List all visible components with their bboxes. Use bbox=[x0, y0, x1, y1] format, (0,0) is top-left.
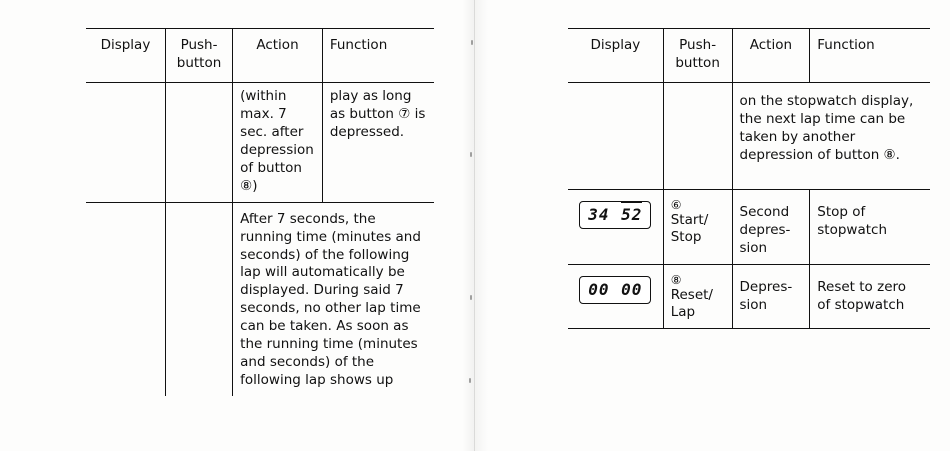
cell-pushbutton bbox=[663, 189, 732, 264]
function-line2: stopwatch bbox=[817, 221, 888, 238]
pushbutton-label-line2: Stop bbox=[670, 229, 702, 246]
book-gutter-line bbox=[474, 0, 475, 451]
column-header-function: Function bbox=[810, 29, 930, 83]
left-page-table bbox=[86, 28, 434, 396]
lcd-separator bbox=[610, 205, 622, 224]
action-line1: Second bbox=[739, 203, 790, 220]
column-header-action: Action bbox=[732, 29, 810, 83]
cell-action bbox=[732, 264, 810, 328]
pushbutton-label-line1: Start/ bbox=[670, 211, 709, 228]
cell-pushbutton bbox=[663, 264, 732, 328]
cell-action: (within max. 7 sec. after depression of button ⑧) bbox=[233, 82, 323, 202]
lcd-display-wrapper bbox=[575, 270, 656, 306]
table-row bbox=[568, 189, 930, 264]
lcd-minutes: 34 bbox=[588, 204, 610, 224]
cell-pushbutton-empty bbox=[165, 202, 232, 396]
right-page-table bbox=[568, 28, 930, 329]
action-line2: depres- bbox=[739, 221, 791, 238]
column-header-display: Display bbox=[568, 29, 663, 83]
column-header-pushbutton-line2: button bbox=[675, 54, 720, 71]
function-line1: Reset to zero bbox=[817, 278, 907, 295]
column-header-action: Action bbox=[233, 29, 323, 83]
cell-display-lcd bbox=[568, 189, 663, 264]
cell-display bbox=[86, 82, 165, 202]
pushbutton-number-icon: ⑧ bbox=[670, 272, 682, 287]
action-line2: sion bbox=[739, 296, 768, 313]
table-row bbox=[86, 82, 434, 202]
lcd-separator bbox=[610, 280, 622, 299]
lcd-display bbox=[579, 276, 651, 304]
column-header-pushbutton-line2: button bbox=[176, 54, 222, 71]
cell-function: play as long as button ⑦ is depressed. bbox=[322, 82, 434, 202]
pushbutton-label-line2: Lap bbox=[670, 304, 696, 321]
cell-display-empty bbox=[86, 202, 165, 396]
pushbutton-label-line1: Reset/ bbox=[670, 286, 713, 303]
table-row-continuation bbox=[86, 202, 434, 396]
cell-display bbox=[568, 82, 663, 189]
cell-pushbutton bbox=[165, 82, 232, 202]
cell-function-continuation: on the stopwatch display, the next lap time can be taken by another depression of button ⑧. bbox=[732, 82, 930, 189]
column-header-pushbutton-line1: Push- bbox=[679, 37, 717, 53]
action-line1: Depres- bbox=[739, 278, 793, 295]
cell-function bbox=[810, 264, 930, 328]
lcd-display bbox=[579, 201, 651, 229]
lcd-display-wrapper bbox=[575, 195, 656, 231]
scan-speck bbox=[471, 40, 473, 45]
cell-function bbox=[810, 189, 930, 264]
table-row bbox=[568, 82, 930, 189]
lcd-seconds: 52 bbox=[621, 204, 643, 224]
column-header-pushbutton bbox=[663, 29, 732, 83]
column-header-display: Display bbox=[86, 29, 165, 83]
lcd-seconds: 00 bbox=[621, 279, 643, 299]
pushbutton-number-icon: ⑥ bbox=[670, 197, 682, 212]
action-line3: sion bbox=[739, 239, 768, 256]
cell-pushbutton bbox=[663, 82, 732, 189]
column-header-pushbutton bbox=[165, 29, 232, 83]
table-row bbox=[568, 264, 930, 328]
scan-speck bbox=[470, 295, 472, 300]
cell-display-lcd bbox=[568, 264, 663, 328]
cell-action bbox=[732, 189, 810, 264]
lcd-minutes: 00 bbox=[588, 279, 610, 299]
book-gutter-shadow bbox=[462, 0, 488, 451]
function-line1: Stop of bbox=[817, 203, 866, 220]
cell-continuation-text: After 7 seconds, the running time (minutes and seconds) of the following lap will automatically be displayed. During said 7 seconds, no other lap time can be taken. As soon as the running time (minutes and seconds) of the following lap shows up bbox=[233, 202, 434, 396]
column-header-pushbutton-line1: Push- bbox=[180, 37, 218, 53]
table-header-row bbox=[86, 29, 434, 83]
scan-speck bbox=[469, 378, 471, 383]
function-line2: of stopwatch bbox=[817, 296, 905, 313]
table-header-row bbox=[568, 29, 930, 83]
column-header-function: Function bbox=[322, 29, 434, 83]
scan-speck bbox=[470, 152, 472, 157]
